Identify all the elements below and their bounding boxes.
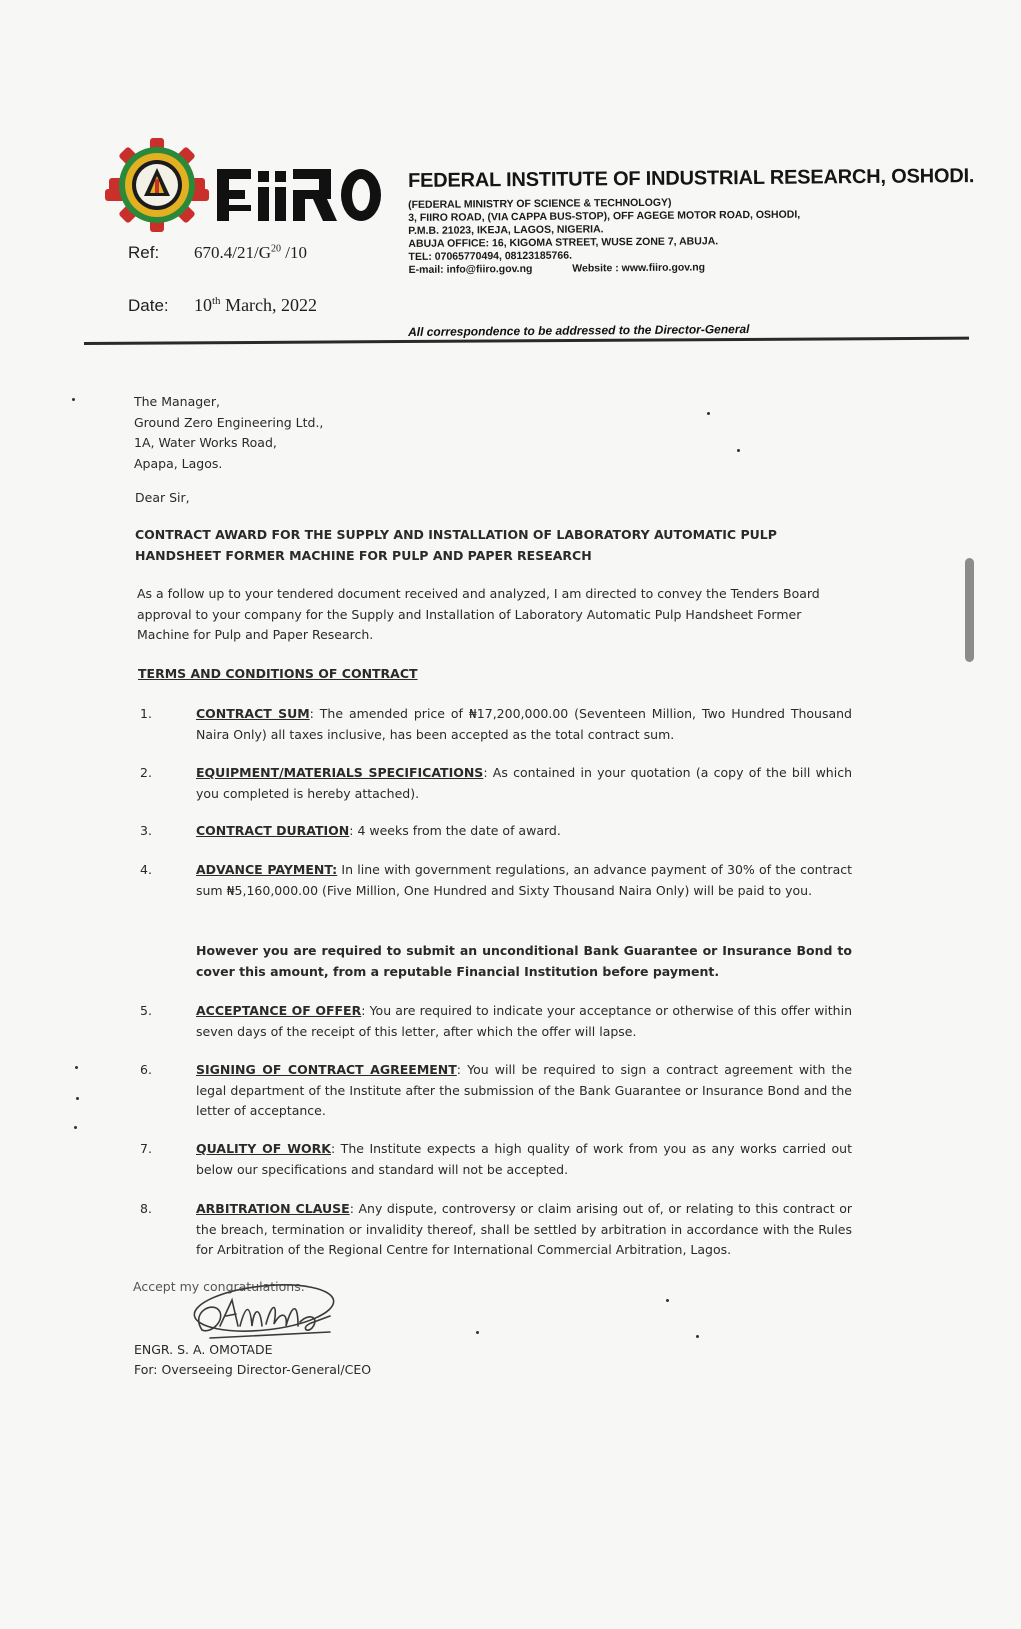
ref-end: /10	[280, 243, 307, 262]
term-text: However you are required to submit an unconditional Bank Guarantee or Insurance Bond to cover this amount, from a reputable Financial Institution before payment.	[196, 943, 852, 979]
term-number: 5.	[140, 1003, 152, 1018]
term-text: : As contained in your quotation (a copy of the bill which you completed is hereby attached).	[196, 765, 852, 801]
term-number: 4.	[140, 862, 152, 877]
fiiro-seal-logo	[100, 137, 215, 234]
scan-speck	[696, 1335, 699, 1338]
address-line: 3, FIIRO ROAD, (VIA CAPPA BUS-STOP), OFF AGEGE MOTOR ROAD, OSHODI,	[408, 208, 801, 224]
term-item	[140, 763, 852, 804]
term-item	[140, 941, 852, 982]
intro-paragraph: As a follow up to your tendered document received and analyzed, I am directed to convey the Tenders Board approval to your company for the Supply and Installation of Laboratory Automatic Pulp Handsheet Former Machine for Pulp and Paper Research.	[137, 586, 820, 642]
term-number: 2.	[140, 765, 152, 780]
term-item	[140, 1139, 852, 1180]
signer-role: For: Overseeing Director-General/CEO	[134, 1362, 372, 1377]
term-label: EQUIPMENT/MATERIALS SPECIFICATIONS	[196, 765, 484, 780]
salutation: Dear Sir,	[135, 490, 190, 505]
term-label: SIGNING OF CONTRACT AGREEMENT	[196, 1062, 457, 1077]
date-day: 10	[194, 295, 212, 315]
term-label: CONTRACT DURATION	[196, 823, 350, 838]
email: E-mail: info@fiiro.gov.ng	[408, 262, 533, 276]
institution-name: FEDERAL INSTITUTE OF INDUSTRIAL RESEARCH, OSHODI.	[408, 165, 975, 192]
term-item	[140, 1001, 852, 1042]
term-number: 6.	[140, 1062, 152, 1077]
scan-speck	[76, 1097, 79, 1100]
term-label: ARBITRATION CLAUSE	[196, 1201, 350, 1216]
term-text: : 4 weeks from the date of award.	[349, 823, 561, 838]
recipient-line: The Manager,	[134, 394, 220, 409]
scan-speck	[74, 1126, 77, 1129]
ref-sup: 20	[270, 243, 281, 255]
institution-address	[408, 194, 949, 277]
term-label: CONTRACT SUM	[196, 706, 310, 721]
scan-speck	[707, 412, 710, 415]
term-label: ADVANCE PAYMENT:	[196, 862, 338, 877]
correspondence-note: All correspondence to be addressed to the Director-General	[408, 322, 750, 339]
scan-speck	[476, 1331, 479, 1334]
scan-speck	[666, 1299, 669, 1302]
date-label: Date:	[128, 296, 169, 315]
scan-speck	[72, 398, 75, 401]
term-text: : The amended price of ₦17,200,000.00 (Seventeen Million, Two Hundred Thousand Naira Only) all taxes inclusive, has been accepted as the total contract sum.	[196, 706, 852, 742]
term-text: : You are required to indicate your acceptance or otherwise of this offer within seven days of the receipt of this letter, after which the offer will lapse.	[196, 1003, 852, 1039]
address-line: ABUJA OFFICE: 16, KIGOMA STREET, WUSE ZONE 7, ABUJA.	[408, 235, 719, 250]
term-text: : Any dispute, controversy or claim arising out of, or relating to this contract or the breach, termination or invalidity thereof, shall be settled by arbitration in accordance with the Rules for Arbitration of the Regional Centre for International Commercial Arbitration, Lagos.	[196, 1201, 852, 1257]
scrollbar-thumb[interactable]	[965, 558, 974, 662]
recipient-line: 1A, Water Works Road,	[134, 435, 277, 450]
term-item	[140, 860, 852, 901]
term-number: 3.	[140, 823, 152, 838]
term-text: : The Institute expects a high quality of work from you as any works carried out below our specifications and standard will not be accepted.	[196, 1141, 852, 1177]
recipient-address	[134, 392, 323, 474]
reference	[128, 243, 307, 263]
term-item	[140, 1060, 852, 1122]
term-item	[140, 821, 852, 842]
scan-speck	[737, 449, 740, 452]
fiiro-wordmark-logo	[215, 163, 385, 227]
terms-heading: TERMS AND CONDITIONS OF CONTRACT	[138, 666, 418, 681]
term-text: : You will be required to sign a contract agreement with the legal department of the Institute after the submission of the Bank Guarantee or Insurance Bond and the letter of acceptance.	[196, 1062, 853, 1118]
term-label: ACCEPTANCE OF OFFER	[196, 1003, 362, 1018]
date-sup: th	[212, 295, 221, 307]
date	[128, 295, 317, 316]
address-line: (FEDERAL MINISTRY OF SCIENCE & TECHNOLOGY)	[408, 196, 672, 211]
term-number: 7.	[140, 1141, 152, 1156]
ref-label: Ref:	[128, 243, 160, 262]
term-label: QUALITY OF WORK	[196, 1141, 331, 1156]
term-item	[140, 704, 852, 745]
term-item	[140, 1199, 852, 1261]
recipient-line: Ground Zero Engineering Ltd.,	[134, 414, 324, 430]
recipient-line: Apapa, Lagos.	[134, 455, 223, 471]
closing-remark: Accept my congratulations.	[133, 1279, 305, 1294]
term-number: 8.	[140, 1201, 152, 1216]
term-text: In line with government regulations, an advance payment of 30% of the contract sum ₦5,160,000.00 (Five Million, One Hundred and Sixty Thousand Naira Only) will be paid to you.	[196, 862, 853, 898]
signer-name: ENGR. S. A. OMOTADE	[134, 1342, 273, 1357]
website: Website : www.fiiro.gov.ng	[572, 261, 706, 275]
term-number: 1.	[140, 706, 152, 721]
letter-subject: CONTRACT AWARD FOR THE SUPPLY AND INSTALLATION OF LABORATORY AUTOMATIC PULP HANDSHEET FORMER MACHINE FOR PULP AND PAPER RESEARCH	[135, 527, 777, 563]
date-rest: March, 2022	[220, 295, 318, 315]
address-line: TEL: 07065770494, 08123185766.	[408, 249, 573, 263]
address-line: P.M.B. 21023, IKEJA, LAGOS, NIGERIA.	[408, 223, 604, 237]
scan-speck	[75, 1066, 78, 1069]
ref-value: 670.4/21/G	[194, 243, 271, 262]
